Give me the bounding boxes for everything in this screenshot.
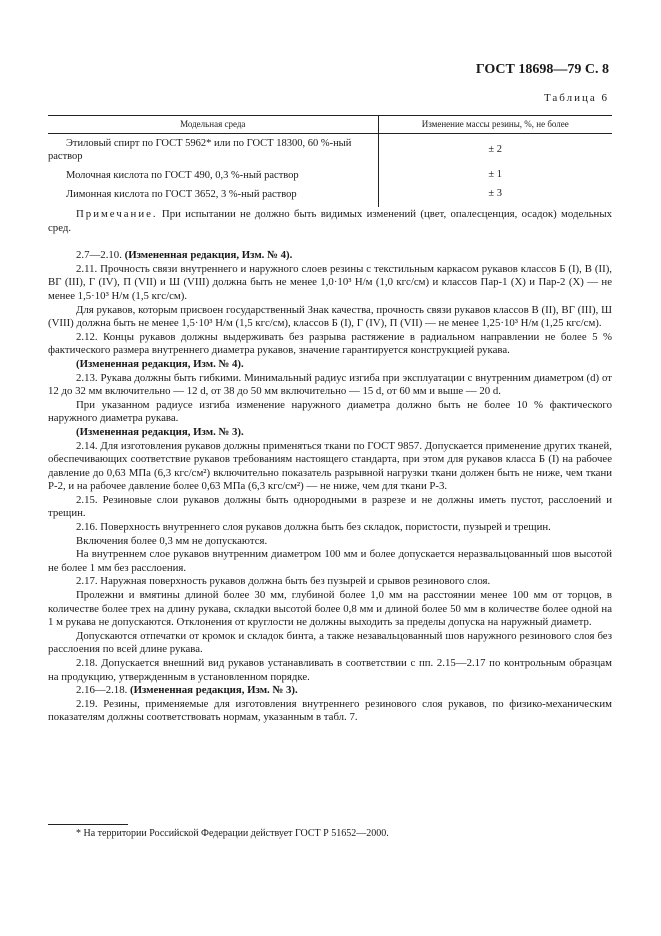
table-row: [48, 182, 612, 207]
paragraph-imprints: Допускаются отпечатки от кромок и складок бинта, а также незавальцованный шов наружного резинового слоя без расслоения по всей длине рукава.: [48, 629, 612, 656]
note-text: При испытании не должно быть видимых изменений (цвет, опалесценция, осадок) модельных сред.: [48, 208, 612, 234]
table-row: [48, 134, 612, 164]
table-header-medium: Модельная среда: [48, 116, 378, 134]
paragraph-2-14: 2.14. Для изготовления рукавов должны применяться ткани по ГОСТ 9857. Допускается применение других тканей, обеспечивающих соответствие рукавов требованиям настоящего стандарта, при этом для рукавов класса Б (I) на рабочее давление до 0,63 МПа (6,3 кгс/см²) включительно показатель разрывной нагрузки ткани должен быть не ниже, чем ткани Р-2, и на рабочее давление более 0,63 МПа (6,3 кгс/см²) — не ниже, чем для ткани Р-3.: [48, 439, 612, 493]
page-header: ГОСТ 18698—79 С. 8: [475, 62, 609, 77]
paragraph-2-11: 2.11. Прочность связи внутреннего и наружного слоев резины с текстильным каркасом рукавов классов Б (I), В (II), ВГ (III), Г (IV), П (VII) и Ш (VIII) должна быть не менее 1,0·10³ Н/м (1,0 кгс/см) и классов Пар-1 (X) и Пар-2 (X) — не менее 1,5·10³ Н/м (1,5 кгс/см).: [48, 262, 612, 302]
table-note: [48, 208, 612, 235]
amendment-note: (Измененная редакция, Изм. № 4).: [124, 249, 293, 262]
table-cell-medium: Молочная кислота по ГОСТ 490, 0,3 %-ный раствор: [48, 163, 378, 182]
table-cell-medium: Этиловый спирт по ГОСТ 5962* или по ГОСТ 18300, 60 %-ный раствор: [48, 134, 378, 164]
paragraph-quality-mark: Для рукавов, которым присвоен государственный Знак качества, прочность связи рукавов классов В (II), ВГ (III), Ш (VIII) должна быть не менее 1,5·10³ Н/м (1,5 кгс/см), классов Б (I), Г (IV), П (VII) — не менее 1,25·10³ Н/м (1,25 кгс/см).: [48, 303, 612, 330]
table-cell-medium: Лимонная кислота по ГОСТ 3652, 3 %-ный раствор: [48, 182, 378, 207]
table-cell-value: ± 3: [488, 188, 503, 199]
paragraph-2-18: 2.18. Допускается внешний вид рукавов устанавливать в соответствии с пп. 2.15—2.17 по контрольным образцам на продукцию, утвержденным в установленном порядке.: [48, 657, 612, 683]
table-6: [48, 115, 612, 207]
paragraph-dents: Пролежни и вмятины длиной более 30 мм, глубиной более 1,0 мм на расстоянии менее 100 мм от торцов, в количестве более трех на длину рукава, складки высотой более 0,8 мм и длиной более 50 мм в количестве более одной на 1 м рукава не допускаются. Отклонения от круглости не должны выходить за пределы допуска на наружный диаметр.: [48, 589, 612, 629]
table-header-mass-change: Изменение массы резины, %, не более: [378, 116, 612, 134]
paragraph-2-17: 2.17. Наружная поверхность рукавов должна быть без пузырей и срывов резинового слоя.: [76, 575, 491, 588]
amendment-note: (Измененная редакция, Изм. № 3).: [129, 684, 298, 697]
paragraph-2-19: 2.19. Резины, применяемые для изготовления внутреннего резинового слоя рукавов, по физико-механическим показателям должны соответствовать нормам, указанным в табл. 7.: [48, 697, 612, 724]
clause-number: 2.16—2.18.: [76, 684, 130, 697]
paragraph-2-12: 2.12. Концы рукавов должны выдерживать без разрыва растяжение в радиальном направлении не более 5 % фактического размера внутреннего диаметра рукавов, значение гарантируется конструкцией рукава.: [48, 330, 612, 357]
body-text: [48, 208, 612, 725]
note-label: Примечание.: [76, 208, 158, 220]
amendment-note: (Измененная редакция, Изм. № 3).: [76, 425, 244, 438]
paragraph-bend-radius: При указанном радиусе изгиба изменение наружного диаметра должно быть не более 10 % фактического наружного диаметра рукава.: [48, 398, 612, 425]
clause-number: 2.7—2.10.: [76, 249, 125, 262]
paragraph-2-15: 2.15. Резиновые слои рукавов должны быть однородными в разрезе и не должны иметь пустот, расслоений и трещин.: [48, 493, 612, 520]
paragraph-inclusions: Включения более 0,3 мм не допускаются.: [76, 534, 268, 547]
footnote-divider: [48, 824, 128, 825]
paragraph-2-16: 2.16. Поверхность внутреннего слоя рукавов должна быть без складок, пористости, пузырей и трещин.: [76, 521, 551, 534]
table-cell-value: ± 1: [488, 169, 503, 180]
paragraph-2-16-2-18: [48, 684, 612, 698]
table-label: Таблица 6: [543, 92, 609, 104]
table-row: [48, 163, 612, 182]
paragraph-2-7-2-10: [48, 249, 612, 263]
footnote: * На территории Российской Федерации действует ГОСТ Р 51652—2000.: [76, 828, 389, 839]
paragraph-2-13: 2.13. Рукава должны быть гибкими. Минимальный радиус изгиба при эксплуатации с внутренним диаметром (d) от 12 до 32 мм включительно — 12 d, от 38 до 50 мм включительно — 15 d, от 60 мм и выше — 20 d.: [48, 371, 612, 398]
amendment-note: (Измененная редакция, Изм. № 4).: [76, 357, 244, 370]
paragraph-inner-seam: На внутреннем слое рукавов внутренним диаметром 100 мм и более допускается неразвальцованный шов высотой не более 1 мм без расслоения.: [48, 548, 612, 574]
table-cell-value: ± 2: [488, 144, 503, 155]
